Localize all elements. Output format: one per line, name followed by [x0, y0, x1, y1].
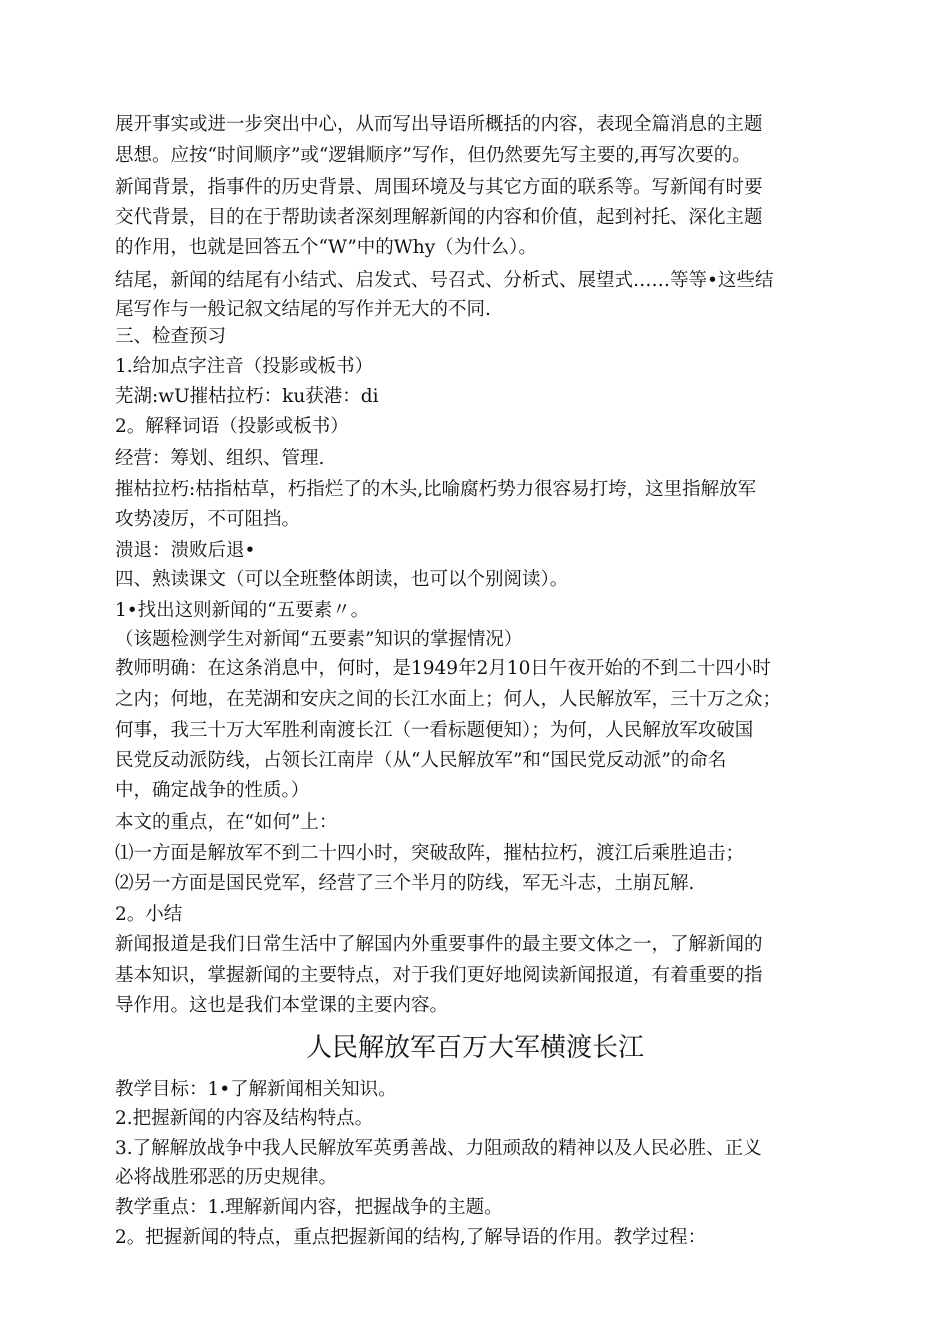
- text-line: 展开事实或进一步突出中心，从而写出导语所概括的内容，表现全篇消息的主题: [115, 114, 763, 135]
- text-line: 导作用。这也是我们本堂课的主要内容。: [115, 995, 449, 1016]
- text-line: 新闻报道是我们日常生活中了解国内外重要事件的最主要文体之一，了解新闻的: [115, 934, 763, 955]
- text-line: 民党反动派防线，占领长江南岸（从“人民解放军”和“国民党反动派”的命名: [115, 750, 727, 771]
- page-title: 人民解放军百万大军横渡长江: [305, 1033, 644, 1063]
- section-heading: 四、熟读课文（可以全班整体朗读，也可以个别阅读）。: [115, 569, 569, 590]
- text-line: 攻势凌厉，不可阻挡。: [115, 509, 301, 530]
- section-heading: 三、检查预习: [115, 326, 227, 347]
- text-line: 必将战胜邪恶的历史规律。: [115, 1167, 338, 1188]
- text-line: 芜湖:wU摧枯拉朽：ku获港：di: [115, 386, 379, 407]
- text-line: 2.把握新闻的内容及结构特点。: [115, 1108, 374, 1129]
- text-line: 3.了解解放战争中我人民解放军英勇善战、力阻顽敌的精神以及人民必胜、正义: [115, 1138, 762, 1159]
- text-line: （该题检测学生对新闻“五要素”知识的掌握情况）: [115, 629, 523, 650]
- text-line: 1.给加点字注音（投影或板书）: [115, 356, 374, 377]
- text-line: 尾写作与一般记叙文结尾的写作并无大的不同.: [115, 299, 491, 320]
- text-line: 2。小结: [115, 904, 183, 925]
- text-line: 交代背景，目的在于帮助读者深刻理解新闻的内容和价值，起到衬托、深化主题: [115, 207, 763, 228]
- text-line: 何事，我三十万大军胜利南渡长江（一看标题便知）；为何，人民解放军攻破国: [115, 720, 754, 741]
- text-line: 基本知识，掌握新闻的主要特点，对于我们更好地阅读新闻报道，有着重要的指: [115, 965, 763, 986]
- text-line: 摧枯拉朽:枯指枯草，朽指烂了的木头,比喻腐朽势力很容易打垮，这里指解放军: [115, 479, 757, 500]
- text-line: 1•找出这则新闻的“五要素〃。: [115, 600, 370, 621]
- text-line: 经营：筹划、组织、管理.: [115, 448, 325, 469]
- text-line: 新闻背景，指事件的历史背景、周围环境及与其它方面的联系等。写新闻有时要: [115, 177, 763, 198]
- text-line: 之内；何地，在芜湖和安庆之间的长江水面上；何人，人民解放军，三十万之众；: [115, 689, 782, 710]
- text-line: 的作用，也就是回答五个“W”中的Why（为什么）。: [115, 237, 537, 258]
- text-line: 思想。应按“时间顺序”或“逻辑顺序”写作，但仍然要先写主要的,再写次要的。: [115, 145, 751, 166]
- text-line: 教学目标：1•了解新闻相关知识。: [115, 1079, 397, 1100]
- text-line: 结尾，新闻的结尾有小结式、启发式、号召式、分析式、展望式……等等•这些结: [115, 270, 774, 291]
- text-line: 溃退：溃败后退•: [115, 540, 256, 561]
- text-line: 教学重点：1.理解新闻内容，把握战争的主题。: [115, 1197, 503, 1218]
- text-line: 2。解释词语（投影或板书）: [115, 416, 349, 437]
- text-line: 本文的重点，在“如何”上：: [115, 812, 338, 833]
- text-line: 中，确定战争的性质。）: [115, 780, 310, 801]
- text-line: ⑵另一方面是国民党军，经营了三个半月的防线，军无斗志，土崩瓦解.: [115, 873, 695, 894]
- text-line: ⑴一方面是解放军不到二十四小时，突破敌阵，摧枯拉朽，渡江后乘胜追击；: [115, 843, 745, 864]
- text-line: 2。把握新闻的特点，重点把握新闻的结构,了解导语的作用。教学过程：: [115, 1227, 707, 1248]
- text-line: 教师明确：在这条消息中，何时，是1949年2月10日午夜开始的不到二十四小时: [115, 658, 771, 679]
